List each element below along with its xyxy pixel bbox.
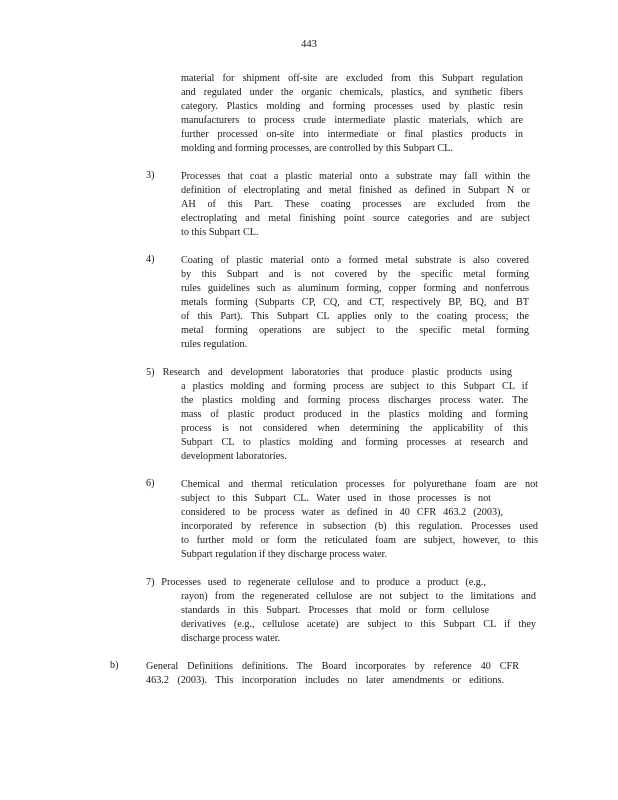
text-line: subject to this Subpart CL. Water used in those processes is not [181,493,491,504]
text-line: process is not considered when determining the applicability of this [181,423,528,434]
text-line: material for shipment off-site are excluded from this Subpart regulation [181,73,523,84]
text-line: derivatives (e.g., cellulose acetate) are subject to this Subpart CL if they [181,619,536,630]
text-line: category. Plastics molding and forming processes used by plastic resin [181,101,523,112]
text-line: a plastics molding and forming process are subject to this Subpart CL if [181,381,528,392]
item-3-paragraph [181,170,530,240]
text-line: discharge process water. [181,633,281,644]
text-line: General Definitions definitions. The Board incorporates by reference 40 CFR [146,661,519,672]
text-line: Subpart CL to plastics molding and forming processes at research and [181,437,528,448]
text-line: 7) Processes used to regenerate cellulose and to produce a product (e.g., [146,577,486,588]
text-line: considered to be process water as defined in 40 CFR 463.2 (2003), [181,507,503,518]
text-line: AH of this Part. These coating processes are excluded from the [181,199,530,210]
text-line: and regulated under the organic chemicals, plastics, and synthetic fibers [181,87,523,98]
text-line: Coating of plastic material onto a formed metal substrate is also covered [181,255,529,266]
item-6-paragraph [181,478,538,562]
text-line: by this Subpart and is not covered by the specific metal forming [181,269,529,280]
text-line: rules guidelines such as aluminum forming, copper forming and nonferrous [181,283,529,294]
text-line: Processes that coat a plastic material onto a substrate may fall within the [181,171,530,182]
text-line: Chemical and thermal reticulation processes for polyurethane foam are not [181,479,538,490]
text-line: mass of plastic product produced in the plastics molding and forming [181,409,528,420]
item-4-marker: 4) [146,254,155,265]
text-line: 5) Research and development laboratories that produce plastic products using [146,367,512,378]
text-line: metals forming (Subparts CP, CQ, and CT, respectively BP, BQ, and BT [181,297,529,308]
text-line: standards in this Subpart. Processes that mold or form cellulose [181,605,489,616]
text-line: rules regulation. [181,339,248,350]
text-line: electroplating and metal finishing point source categories and are subject [181,213,530,224]
item-5-paragraph [146,366,528,464]
text-line: further processed on-site into intermediate or final plastics products in [181,129,523,140]
item-7-paragraph [146,576,536,646]
text-line: to this Subpart CL. [181,227,259,238]
text-line: development laboratories. [181,451,287,462]
continuation-paragraph [181,72,523,156]
text-line: to further mold or form the reticulated foam are subject, however, to this [181,535,538,546]
item-6-marker: 6) [146,478,155,489]
item-3-marker: 3) [146,170,155,181]
text-line: the plastics molding and forming process discharges process water. The [181,395,528,406]
text-line: rayon) from the regenerated cellulose are not subject to the limitations and [181,591,536,602]
item-b-paragraph [146,660,519,688]
text-line: incorporated by reference in subsection (b) this regulation. Processes used [181,521,538,532]
text-line: definition of electroplating and metal finished as defined in Subpart N or [181,185,530,196]
text-line: of this Part). This Subpart CL applies only to the coating process; the [181,311,529,322]
item-b-marker: b) [110,660,119,671]
text-line: manufacturers to process crude intermediate plastic materials, which are [181,115,523,126]
text-line: Subpart regulation if they discharge process water. [181,549,388,560]
item-4-paragraph [181,254,529,352]
text-line: molding and forming processes, are controlled by this Subpart CL. [181,143,453,154]
text-line: 463.2 (2003). This incorporation includes no later amendments or editions. [146,675,504,686]
page-number: 443 [301,39,317,50]
text-line: metal forming operations are subject to the specific metal forming [181,325,529,336]
